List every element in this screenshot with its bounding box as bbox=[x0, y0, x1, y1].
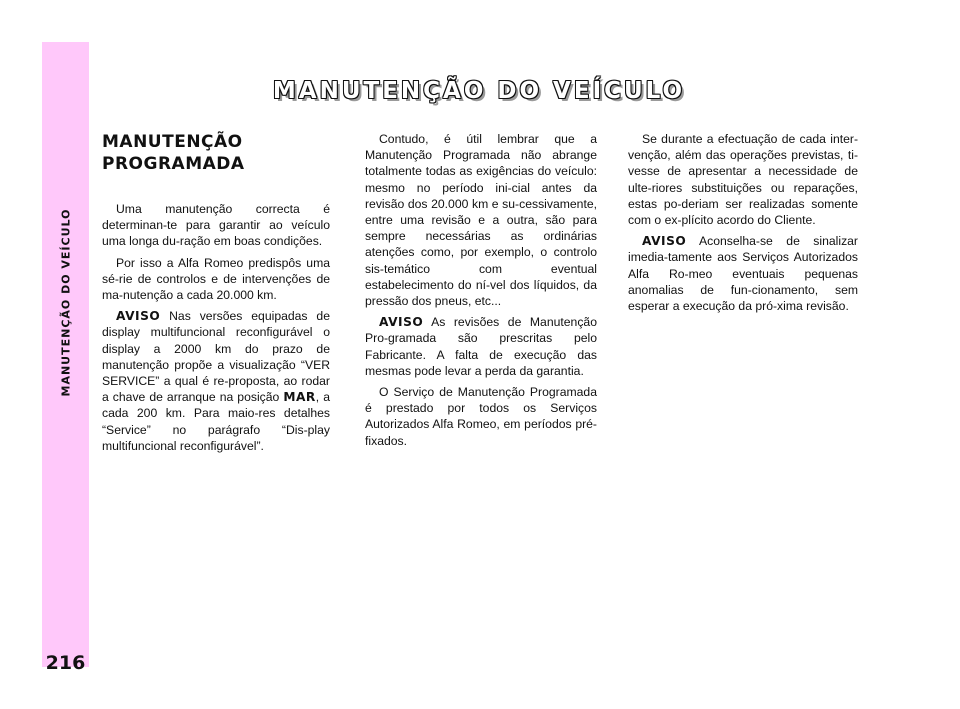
sidebar-title-wrap bbox=[42, 77, 89, 527]
paragraph: O Serviço de Manutenção Programada é prestado por todos os Serviços Autorizados Alfa Romeo, em períodos pré-fixados. bbox=[365, 385, 597, 448]
warning-text: Nas versões equipadas de display multifuncional reconfigurável o display a 2000 km do prazo de manutenção propõe a visualização “VER SERVICE” a qual é re-proposta, ao rodar a chave de arranque na posição bbox=[102, 309, 330, 405]
warning-text-end: , a cada 200 km. Para maio-res detalhes “Service” no parágrafo “Dis-play multifuncional reconfigurável”. bbox=[102, 390, 330, 453]
section-title-line2: PROGRAMADA bbox=[102, 154, 245, 174]
section-title-line1: MANUTENÇÃO bbox=[102, 132, 243, 152]
paragraph: Se durante a efectuação de cada inter-venção, além das operações previstas, ti-vesse de apresentar a necessidade de ulte-riores substituições ou reparações, estas po-deriam ser realizadas somente com o ex-plícito acordo do Cliente. bbox=[628, 132, 858, 228]
key-position: MAR bbox=[283, 390, 316, 405]
warning-label: AVISO bbox=[116, 309, 161, 324]
section-title bbox=[102, 131, 330, 175]
warning-paragraph bbox=[365, 314, 597, 379]
page-title: MANUTENÇÃO DO VEÍCULO bbox=[272, 78, 686, 104]
page-number: 216 bbox=[45, 652, 86, 674]
warning-label: AVISO bbox=[642, 234, 687, 249]
column-right bbox=[628, 131, 858, 319]
warning-paragraph bbox=[628, 233, 858, 314]
paragraph: Contudo, é útil lembrar que a Manutenção Programada não abrange totalmente todas as exigências do veículo: mesmo no período ini-cial antes da revisão dos 20.000 km e su-cessivamente, entre uma revisão e a outra, são para sempre necessárias as ordinárias atenções como, por exemplo, o controlo sis-temático com eventual estabelecimento do ní-vel dos líquidos, da pressão dos pneus, etc... bbox=[365, 132, 597, 309]
warning-text: As revisões de Manutenção Pro-gramada são prescritas pelo Fabricante. A falta de execução das mesmas pode levar a perda da garantia. bbox=[365, 315, 597, 378]
paragraph: Uma manutenção correcta é determinan-te para garantir ao veículo uma longa du-ração em boas condições. bbox=[102, 202, 330, 249]
warning-paragraph bbox=[102, 308, 330, 454]
column-middle bbox=[365, 131, 597, 454]
sidebar bbox=[42, 42, 89, 674]
warning-label: AVISO bbox=[379, 315, 424, 330]
column-left bbox=[102, 131, 330, 459]
paragraph: Por isso a Alfa Romeo predispôs uma sé-rie de controlos e de intervenções de ma-nutenção a cada 20.000 km. bbox=[102, 255, 330, 303]
warning-text: Aconselha-se de sinalizar imedia-tamente aos Serviços Autorizados Alfa Ro-meo eventuais pequenas anomalias de fun-cionamento, sem esperar a execução da pró-xima revisão. bbox=[628, 234, 858, 314]
sidebar-title: MANUTENÇÃO DO VEÍCULO bbox=[59, 208, 72, 396]
